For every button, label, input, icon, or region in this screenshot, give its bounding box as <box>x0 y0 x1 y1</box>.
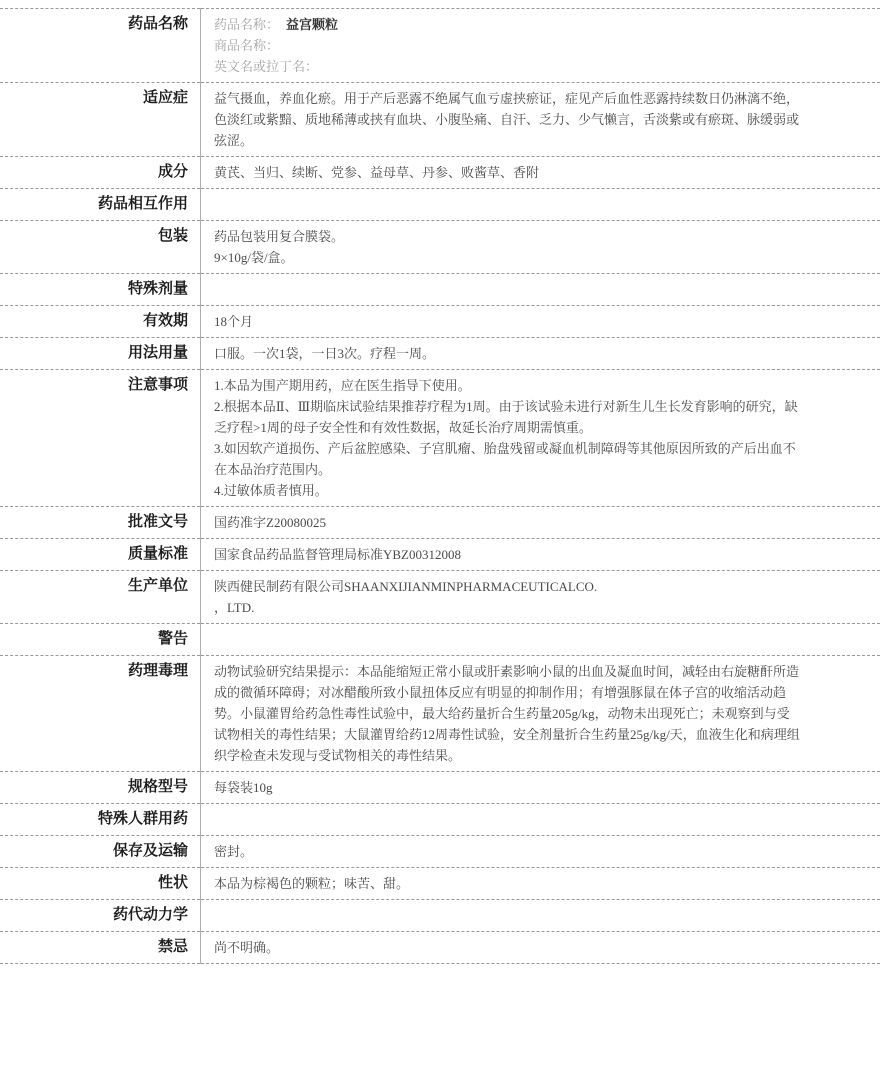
row-content <box>201 836 880 868</box>
content-line: 1.本品为围产期用药，应在医生指导下使用。 <box>214 378 471 393</box>
table-row-precautions <box>0 370 880 507</box>
table-row-manufacturer <box>0 571 880 624</box>
row-content <box>201 900 880 932</box>
table-row-pharmacology-toxicology <box>0 656 880 772</box>
row-label: 规格型号 <box>0 772 201 804</box>
row-content <box>201 868 880 900</box>
table-row-special-populations <box>0 804 880 836</box>
table-row-drug-name <box>0 9 880 83</box>
name-field-line <box>214 35 800 56</box>
table-row-pharmacokinetics <box>0 900 880 932</box>
table-row-packaging <box>0 221 880 274</box>
content-line: ，LTD. <box>214 600 255 615</box>
row-label: 特殊剂量 <box>0 274 201 306</box>
row-label: 质量标准 <box>0 539 201 571</box>
row-content <box>201 507 880 539</box>
row-content <box>201 370 880 507</box>
row-content <box>201 539 880 571</box>
content-line: 国药准字Z20080025 <box>214 515 326 530</box>
row-content <box>201 338 880 370</box>
row-label: 适应症 <box>0 83 201 157</box>
row-content <box>201 157 880 189</box>
table-row-shelf-life <box>0 306 880 338</box>
content-line: 2.根据本品Ⅱ、Ⅲ期临床试验结果推荐疗程为1周。由于该试验未进行对新生儿生长发育影响的研究，缺乏疗程>1周的母子安全性和有效性数据，故延长治疗周期需慎重。 <box>214 399 798 435</box>
row-label: 注意事项 <box>0 370 201 507</box>
name-field-line <box>214 14 800 35</box>
content-line: 18个月 <box>214 314 254 329</box>
drug-info-table <box>0 8 880 964</box>
row-content <box>201 9 880 83</box>
row-content <box>201 221 880 274</box>
content-line: 本品为棕褐色的颗粒；味苦、甜。 <box>214 876 410 891</box>
content-line: 国家食品药品监督管理局标准YBZ00312008 <box>214 547 462 562</box>
row-label: 性状 <box>0 868 201 900</box>
row-content <box>201 189 880 221</box>
table-row-indications <box>0 83 880 157</box>
row-label: 用法用量 <box>0 338 201 370</box>
row-label: 禁忌 <box>0 932 201 964</box>
row-content <box>201 571 880 624</box>
row-content <box>201 656 880 772</box>
content-line: 益气摄血，养血化瘀。用于产后恶露不绝属气血亏虚挟瘀证，症见产后血性恶露持续数日仍淋漓不绝，色淡红或紫黯、质地稀薄或挟有血块、小腹坠痛、自汗、乏力、少气懒言，舌淡紫或有瘀斑、脉缓弱或弦涩。 <box>214 91 800 148</box>
content-line: 9×10g/袋/盒。 <box>214 250 294 265</box>
row-label: 有效期 <box>0 306 201 338</box>
row-label: 成分 <box>0 157 201 189</box>
row-content <box>201 83 880 157</box>
row-label: 生产单位 <box>0 571 201 624</box>
content-line: 陕西健民制药有限公司SHAANXIJIANMINPHARMACEUTICALCO. <box>214 579 598 594</box>
table-row-contraindications <box>0 932 880 964</box>
row-label: 保存及运输 <box>0 836 201 868</box>
row-content <box>201 306 880 338</box>
content-line: 4.过敏体质者慎用。 <box>214 483 328 498</box>
row-label: 批准文号 <box>0 507 201 539</box>
table-row-specification <box>0 772 880 804</box>
field-key: 英文名或拉丁名： <box>214 59 319 74</box>
row-content <box>201 772 880 804</box>
content-line: 口服。一次1袋，一日3次。疗程一周。 <box>214 346 436 361</box>
field-key: 药品名称： <box>214 17 280 32</box>
table-row-ingredients <box>0 157 880 189</box>
table-row-storage-transport <box>0 836 880 868</box>
name-field-line <box>214 56 800 77</box>
table-row-approval-number <box>0 507 880 539</box>
row-content <box>201 932 880 964</box>
content-line: 密封。 <box>214 844 254 859</box>
field-key: 商品名称： <box>214 38 280 53</box>
content-line: 尚不明确。 <box>214 940 280 955</box>
row-content <box>201 274 880 306</box>
row-content <box>201 804 880 836</box>
row-label: 药代动力学 <box>0 900 201 932</box>
drug-info-table-body <box>0 9 880 964</box>
table-row-special-dosage <box>0 274 880 306</box>
content-line: 动物试验研究结果提示：本品能缩短正常小鼠或肝素影响小鼠的出血及凝血时间，减轻由右旋糖酐所造成的微循环障碍；对冰醋酸所致小鼠扭体反应有明显的抑制作用；有增强豚鼠在体子宫的收缩活动趋势。小鼠灌胃给药急性毒性试验中，最大给药量折合生药量205g/kg，动物未出现死亡；未观察到与受试物相关的毒性结果；大鼠灌胃给药12周毒性试验，安全剂量折合生药量25g/kg/天，血液生化和病理组织学检查未发现与受试物相关的毒性结果。 <box>214 664 800 763</box>
content-line: 3.如因软产道损伤、产后盆腔感染、子宫肌瘤、胎盘残留或凝血机制障碍等其他原因所致的产后出血不在本品治疗范围内。 <box>214 441 796 477</box>
content-line: 每袋装10g <box>214 780 273 795</box>
table-row-description <box>0 868 880 900</box>
row-label: 警告 <box>0 624 201 656</box>
content-line: 药品包装用复合膜袋。 <box>214 229 345 244</box>
bottom-whitespace <box>0 964 880 1064</box>
table-row-warning <box>0 624 880 656</box>
table-row-quality-standard <box>0 539 880 571</box>
row-content <box>201 624 880 656</box>
row-label: 特殊人群用药 <box>0 804 201 836</box>
row-label: 包装 <box>0 221 201 274</box>
row-label: 药品相互作用 <box>0 189 201 221</box>
table-row-usage-dosage <box>0 338 880 370</box>
content-line: 黄芪、当归、续断、党参、益母草、丹参、败酱草、香附 <box>214 165 540 180</box>
row-label: 药品名称 <box>0 9 201 83</box>
row-label: 药理毒理 <box>0 656 201 772</box>
field-value: 益宫颗粒 <box>286 17 339 32</box>
table-row-drug-interactions <box>0 189 880 221</box>
